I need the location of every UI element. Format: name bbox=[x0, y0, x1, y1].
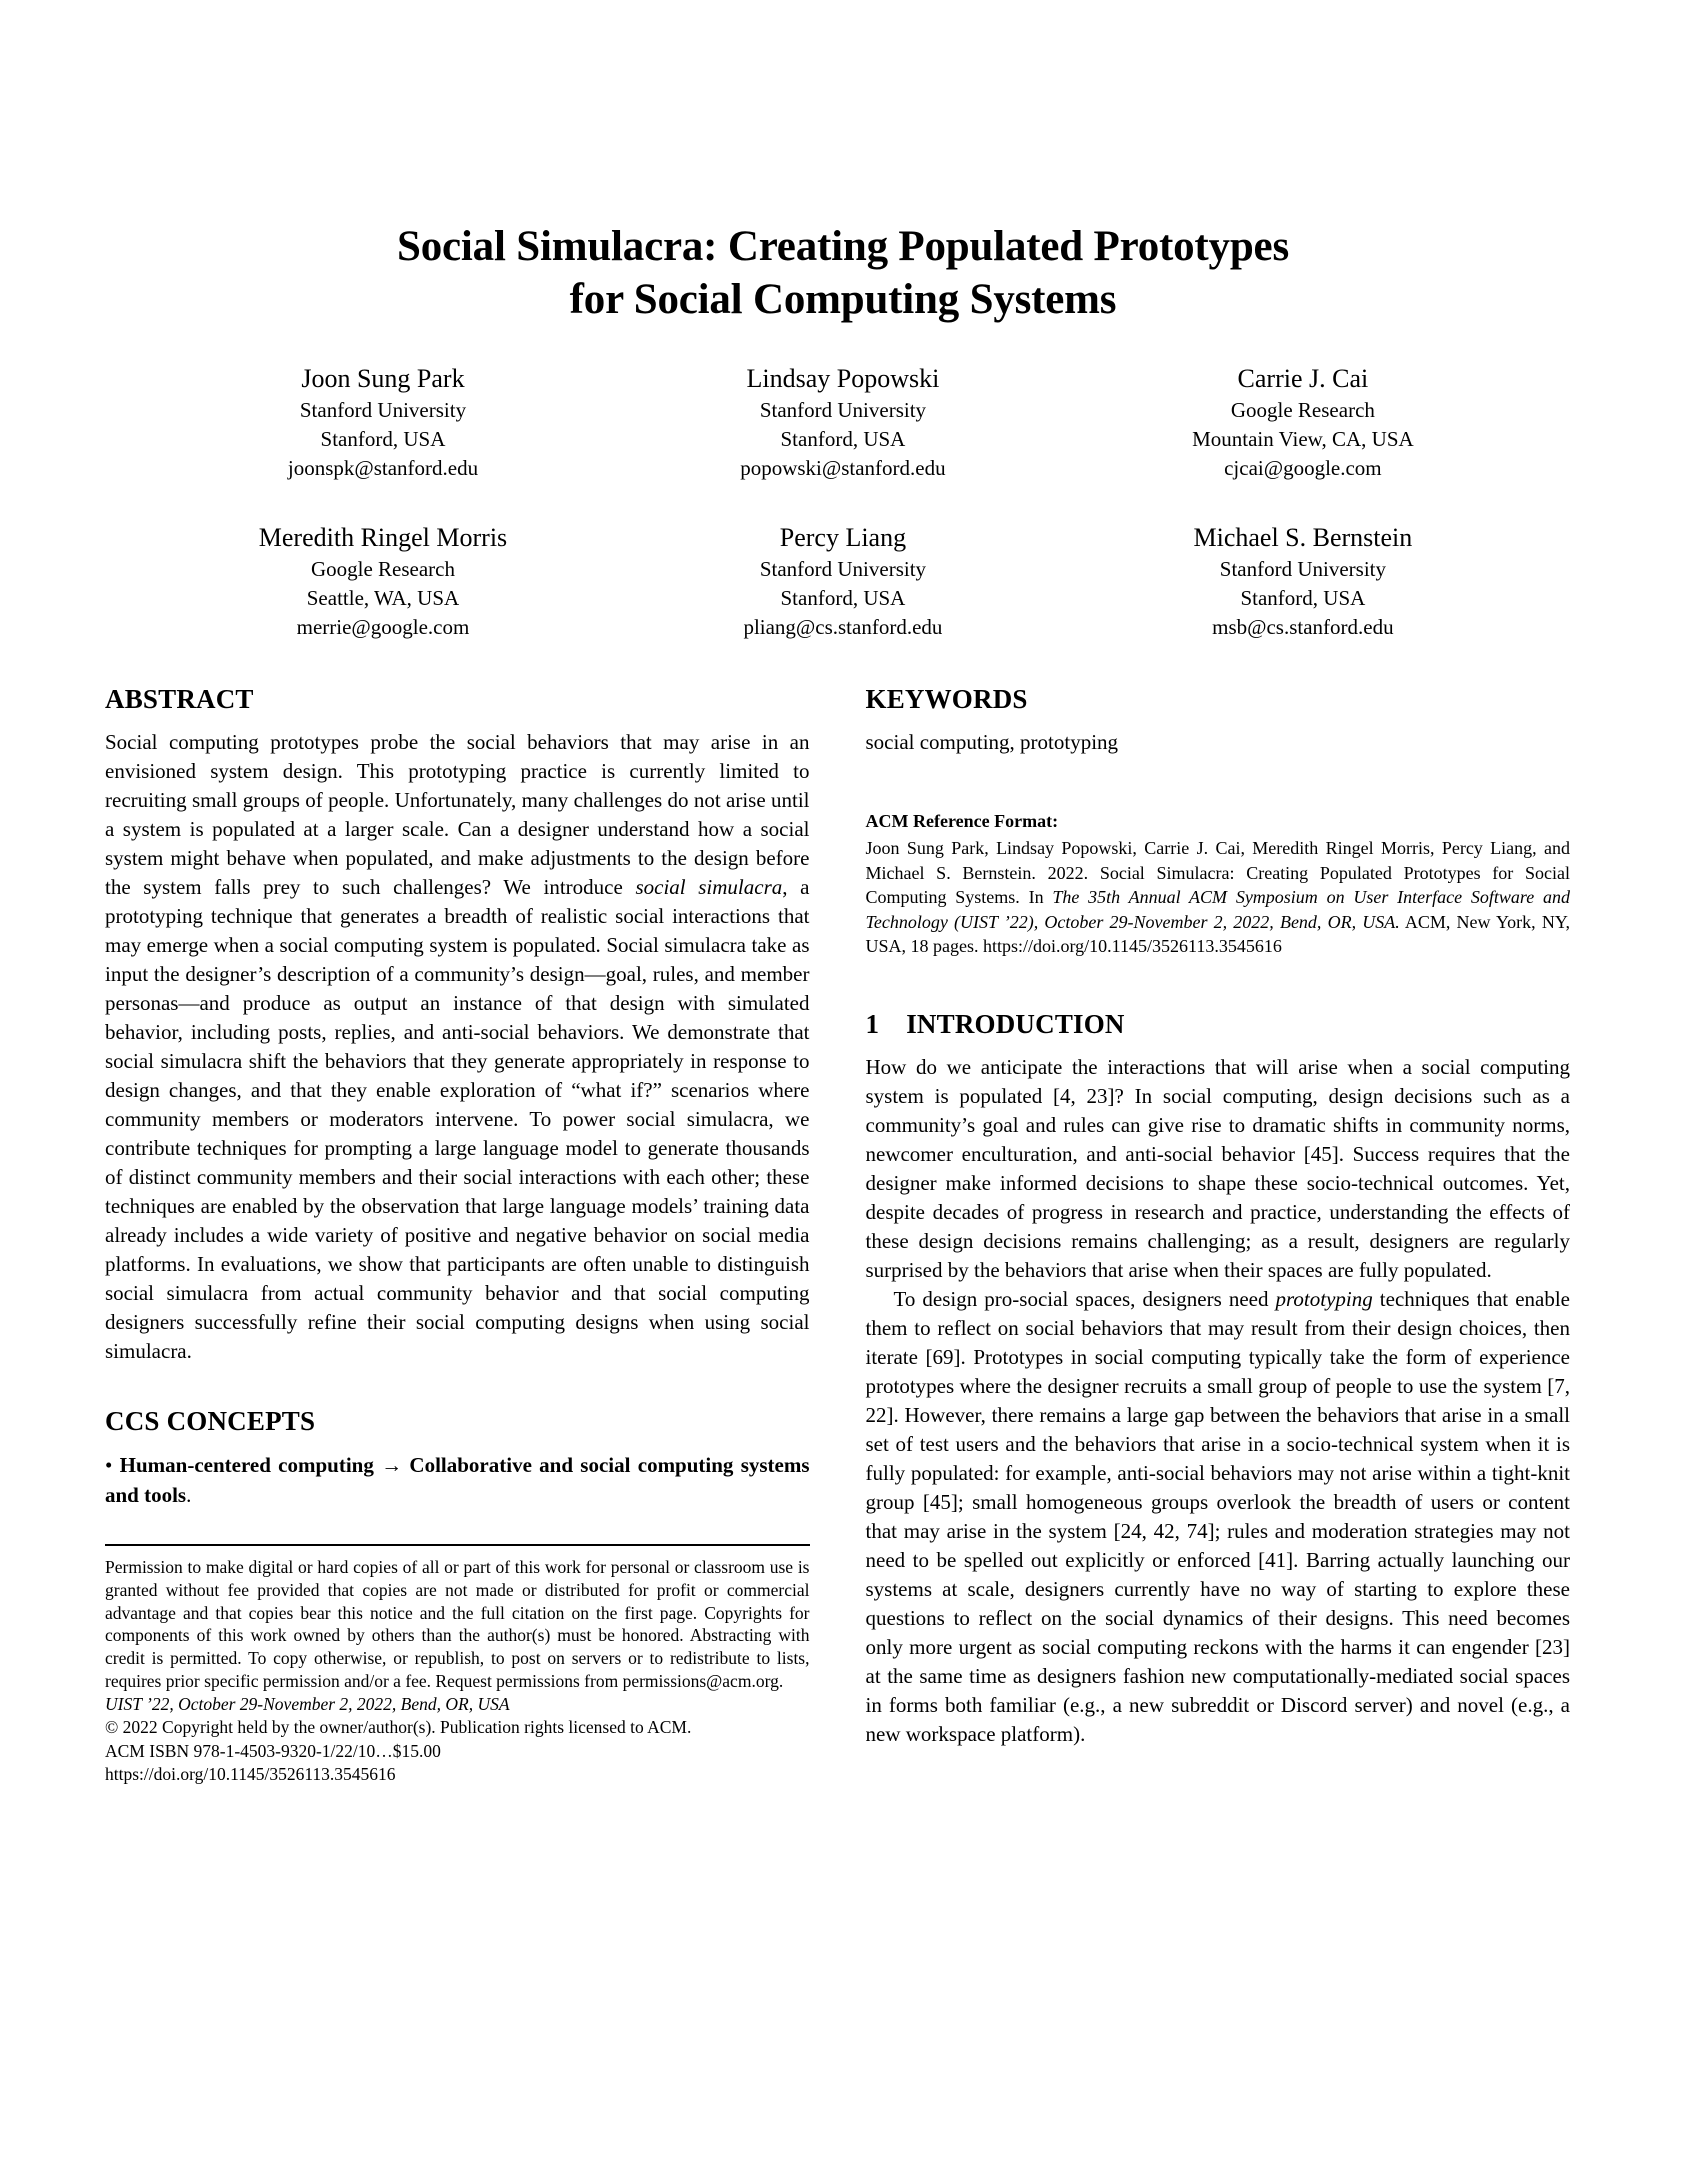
ccs-child-concept: Collaborative and social computing systems and tools bbox=[105, 1453, 810, 1507]
author-affiliation: Stanford University bbox=[1219, 557, 1386, 581]
author-email[interactable]: msb@cs.stanford.edu bbox=[1212, 615, 1394, 639]
ccs-parent-concept: Human-centered computing bbox=[119, 1453, 374, 1477]
author-name: Michael S. Bernstein bbox=[1193, 523, 1413, 552]
authors-grid bbox=[153, 362, 1533, 642]
ccs-period: . bbox=[186, 1483, 192, 1507]
abstract-text-1: Social computing prototypes probe the social behaviors that may arise in an envisioned system design. This prototyping practice is currently limited to recruiting small groups of people. Unfortunately, many challenges do not arise until a system is populated at a larger scale. Can a designer understand how a social system might behave when populated, and make adjustments to the design before the system falls prey to such challenges? We introduce bbox=[105, 730, 810, 899]
abstract-text-2: , a prototyping technique that generates a breadth of realistic social interactions that may emerge when a social computing system is populated. Social simulacra take as input the designer’s description of a community’s design—goal, rules, and member personas—and produce as output an instance of that design with simulated behavior, including posts, replies, and anti-social behaviors. We demonstrate that social simulacra shift the behaviors that they generate appropriately in response to design changes, and that they enable exploration of “what if?” scenarios where community members or moderators intervene. To power social simulacra, we contribute techniques for prompting a large language model to generate thousands of distinct community members and their social interactions with each other; these techniques are enabled by the observation that large language models’ training data already includes a wide variety of positive and negative behavior on social media platforms. In evaluations, we show that participants are often unable to distinguish social simulacra from actual community behavior and that social computing designers successfully refine their social computing designs when using social simulacra. bbox=[105, 875, 810, 1363]
author-affiliation: Google Research bbox=[310, 557, 455, 581]
permission-notice: Permission to make digital or hard copies of all or part of this work for personal or classroom use is granted without fee provided that copies are not made or distributed for profit or commercial advantage and that copies bear this notice and the full citation on the first page. Copyrights for components of this work owned by others than the author(s) must be honored. Abstracting with credit is permitted. To copy otherwise, or republish, to post on servers or to redistribute to lists, requires prior specific permission and/or a fee. Request permissions from permissions@acm.org. bbox=[105, 1557, 810, 1691]
author-block bbox=[153, 362, 613, 483]
author-location: Stanford, USA bbox=[320, 427, 446, 451]
copyright-line: © 2022 Copyright held by the owner/author(s). Publication rights licensed to ACM. bbox=[105, 1717, 692, 1738]
intro-paragraph-2 bbox=[866, 1285, 1571, 1749]
acm-reference-text bbox=[866, 836, 1571, 959]
intro-paragraph-1: How do we anticipate the interactions that will arise when a social computing system is populated [4, 23]? In social computing, design decisions such as a community’s goal and rules can give rise to dramatic shifts in community norms, newcomer enculturation, and anti-social behavior [45]. Success requires that the designer make informed decisions to shape these socio-technical outcomes. Yet, despite decades of progress in research and practice, understanding the effects of these design decisions remains challenging; as a result, designers are regularly surprised by the behaviors that arise when their spaces are fully populated. bbox=[865, 1054, 1570, 1282]
acm-ref-text-1: Joon Sung Park, Lindsay Popowski, Carrie J. Cai, Meredith Ringel Morris, Percy Liang, and Michael S. Bernstein. 2022. Social Simulacra: Creating Populated Prototypes for Social Computing Systems. In bbox=[865, 838, 1570, 907]
author-email[interactable]: popowski@stanford.edu bbox=[740, 456, 946, 480]
abstract-emphasis: social simulacra bbox=[635, 875, 783, 899]
section-number: 1 bbox=[865, 1008, 880, 1039]
author-location: Mountain View, CA, USA bbox=[1192, 427, 1414, 451]
author-location: Stanford, USA bbox=[780, 427, 906, 451]
author-name: Joon Sung Park bbox=[301, 364, 465, 393]
ccs-heading: CCS CONCEPTS bbox=[105, 1406, 316, 1436]
acm-ref-text-2[interactable]: ACM, New York, NY, USA, 18 pages. https://doi.org/10.1145/3526113.3545616 bbox=[865, 911, 1570, 956]
author-block bbox=[1073, 521, 1533, 642]
acm-ref-venue: The 35th Annual ACM Symposium on User Interface Software and Technology (UIST ’22), October 29-November 2, 2022, Bend, OR, USA. bbox=[865, 887, 1571, 932]
author-email[interactable]: joonspk@stanford.edu bbox=[287, 456, 479, 480]
author-affiliation: Google Research bbox=[1230, 398, 1375, 422]
author-affiliation: Stanford University bbox=[759, 557, 927, 581]
author-email[interactable]: cjcai@google.com bbox=[1224, 456, 1382, 480]
acm-reference-section bbox=[866, 809, 1571, 959]
section-title: INTRODUCTION bbox=[906, 1008, 1125, 1039]
ccs-concepts-line bbox=[105, 1450, 810, 1510]
paper-title-line2: for Social Computing Systems bbox=[569, 276, 1117, 323]
author-location: Seattle, WA, USA bbox=[306, 586, 460, 610]
ccs-arrow-icon: → bbox=[381, 1453, 403, 1477]
author-affiliation: Stanford University bbox=[299, 398, 467, 422]
intro-p2-text-1: To design pro-social spaces, designers need bbox=[893, 1286, 1276, 1311]
keywords-heading: KEYWORDS bbox=[865, 684, 1028, 714]
author-affiliation: Stanford University bbox=[759, 398, 927, 422]
first-page-footnote bbox=[105, 1544, 810, 1787]
keywords-text: social computing, prototyping bbox=[865, 730, 1119, 754]
intro-p2-text-2: techniques that enable them to reflect on social behaviors that may result from their design choices, then iterate [69]. Prototypes in social computing typically take the form of experience prototypes where the designer recruits a small group of people to use the system [7, 22]. However, there remains a large gap between the behaviors that arise in a small set of test users and the behaviors that arise in a socio-technical system when it is fully populated: for example, anti-social behaviors may not arise within a tight-knit group [45]; small homogeneous groups overlook the breadth of users or content that may arise in the system [24, 42, 74]; rules and moderation strategies may not need to be spelled out explicitly or enforced [41]. Barring actually launching our systems at scale, designers currently have no way of starting to explore these questions to reflect on the social dynamics of their designs. This need becomes only more urgent as social computing reckons with the harms it can engender [23] at the same time as designers fashion new computationally-mediated social spaces in forms both familiar (e.g., a new subreddit or Discord server) and novel (e.g., a new workspace platform). bbox=[865, 1286, 1570, 1746]
title-block bbox=[0, 0, 1686, 326]
introduction-section bbox=[866, 1009, 1571, 1749]
author-location: Stanford, USA bbox=[780, 586, 906, 610]
footnote-rule bbox=[105, 1544, 810, 1546]
introduction-heading bbox=[866, 1009, 1571, 1039]
paper-title-line1: Social Simulacra: Creating Populated Prototypes bbox=[397, 223, 1289, 270]
author-location: Stanford, USA bbox=[1240, 586, 1366, 610]
author-block bbox=[1073, 362, 1533, 483]
ccs-section bbox=[105, 1406, 810, 1510]
abstract-paragraph bbox=[105, 728, 810, 1366]
author-name: Meredith Ringel Morris bbox=[258, 523, 508, 552]
paper-title bbox=[0, 220, 1686, 326]
author-block bbox=[153, 521, 613, 642]
doi-link[interactable]: https://doi.org/10.1145/3526113.3545616 bbox=[105, 1764, 396, 1785]
left-column bbox=[105, 684, 810, 1787]
author-block bbox=[613, 362, 1073, 483]
author-email[interactable]: pliang@cs.stanford.edu bbox=[743, 615, 943, 639]
author-name: Percy Liang bbox=[779, 523, 907, 552]
ccs-bullet: • bbox=[105, 1453, 113, 1477]
acm-reference-heading: ACM Reference Format: bbox=[865, 811, 1059, 831]
conference-line: UIST ’22, October 29-November 2, 2022, Bend, OR, USA bbox=[105, 1693, 510, 1714]
author-name: Carrie J. Cai bbox=[1237, 364, 1369, 393]
author-email[interactable]: merrie@google.com bbox=[296, 615, 470, 639]
right-column bbox=[866, 684, 1571, 1787]
intro-p2-emphasis: prototyping bbox=[1275, 1286, 1373, 1311]
isbn-line: ACM ISBN 978-1-4503-9320-1/22/10…$15.00 bbox=[105, 1740, 441, 1761]
abstract-heading: ABSTRACT bbox=[105, 684, 254, 714]
body-columns bbox=[105, 684, 1570, 1787]
author-name: Lindsay Popowski bbox=[746, 364, 940, 393]
author-block bbox=[613, 521, 1073, 642]
